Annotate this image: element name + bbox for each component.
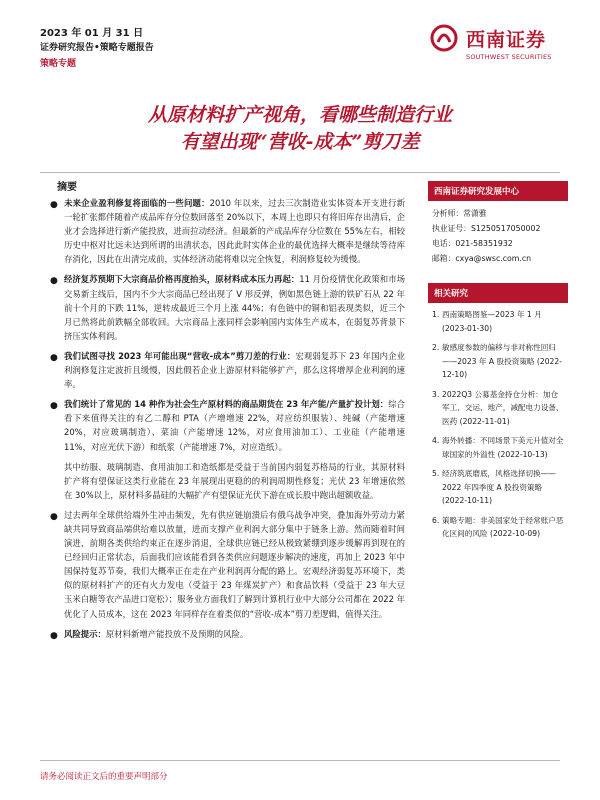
related-text: 2022Q3 公募基金持仓分析：加仓军工、交运、地产，减配电力设备、医药 (2022-11-01) [442,389,564,426]
related-num: 1. [432,310,440,319]
related-list [428,303,568,541]
related-item[interactable] [432,388,564,429]
bullet-text: 综合看下来值得关注的有乙二醇和 PTA（产增增速 22%，对应纺织服装）、纯碱（产能增速 20%，对应玻璃制造）、菜油（产能增速 12%，对应食用油加工）、工业硅（产能增速 11%，对应光伏下游）和纸浆（产能增速 7%，对应造纸）。 [64,399,406,452]
related-text: 西南策略图鉴—2023 年 1 月 (2023-01-30) [442,310,542,333]
bullet-text: 过去两年全球供给端外生冲击频发，先有供应链崩溃后有俄乌战争冲突，叠加海外劳动力紧缺共同导致商品端供给难以放量，进而支撑产业利润大部分集中于链条上游。然而随着时间演进，前期各类供给约束正在逐步消退，全球供应链已经从极致紧绷到逐步缓解再到现在的已经回归正常状态，后面我们应该能看到各类供应问题逐步解决的速度，再加上 2023 年中国保持复苏节奏，我们大概率正在走在产业利润再分配的路上。宏观经济弱复苏环境下，类似的原材料扩产的还有火力发电（受益于 23 年煤炭扩产）和食品饮料（受益于 23 年大豆玉米白糖等农产品进口宽松）；服务业方面我们了解到计算机行业中大部分公司都在 2022 年优化了人员成本，这在 2023 年同样存在着类似的“营收-成本”剪刀差逻辑，值得关注。 [64,509,405,619]
related-item[interactable] [432,514,564,541]
abstract-heading: 摘要 [57,182,77,193]
bullet-icon: ● [50,401,58,412]
continuation-paragraph: 其中纺服、玻璃制造、食用油加工和造纸都是受益于当前国内弱复苏格局的行业，其原材料扩产将有望保证这类行业能在 23 年展现出更稳的的利润周期性修复；光伏 23 年增速依然在 30%以上，原材料多晶硅的大幅扩产有望保证光伏下游在成长股中跑出超额收益。 [64,461,405,500]
risk-text: 原材料新增产能投放不及预期的风险。 [105,628,249,639]
disclaimer-note: 请务必阅读正文后的重要声明部分 [40,772,168,782]
bullet-icon: ● [50,511,58,522]
bullet-icon: ● [50,630,58,641]
risk-lead: 风险提示： [64,628,106,639]
related-text: 经济筑底磨底，风格选择切换——2022 年四季度 A 股投资策略 (2022-10-11) [442,469,556,505]
bullet-lead: 我们统计了常见的 14 种作为社会生产原材料的商品期货在 23 年产能/产量扩投计划： [64,399,389,410]
company-logo [430,22,580,74]
report-type: 策略专题 [40,59,77,69]
related-num: 5. [432,469,440,478]
report-date: 2023 年 01 月 31 日 [40,28,144,39]
team-heading: 西南证券研究发展中心 [428,181,568,201]
analyst-name: 分析师：常潇雅 [432,209,487,218]
risk-paragraph [50,627,405,641]
related-item[interactable] [432,308,564,335]
related-text: 敏感度参数的偏移与非对称性回归——2023 年 A 股投资策略 (2022-12-10) [442,343,562,379]
related-item[interactable] [432,341,564,382]
related-num: 3. [432,389,440,399]
abstract-body [50,196,405,647]
bullet-lead: 经济复苏预期下大宗商品价格再度抬头，原材料成本压力再起： [64,274,300,285]
bullet-icon: ● [50,352,58,363]
related-num: 6. [432,515,440,525]
report-series: 证券研究报告•策略专题报告 [40,43,154,53]
bullet-text: 宏观弱复苏下 23 年国内企业利润修复注定波折且缓慢，因此假若企业上游原材料能够扩产，那么这将增厚企业利润的速率。 [64,350,406,390]
logo-mark-icon [430,24,458,52]
related-num: 4. [432,436,440,445]
logo-name-en: SOUTHWEST SECURITIES [466,53,552,61]
divider-bottom [40,760,560,761]
bullet-icon: ● [50,200,58,210]
title-line-2: 有望出现“营收-成本”剪刀差 [180,131,420,153]
bullet-icon: ● [50,276,58,287]
logo-name-cn: 西南证券 [466,29,547,51]
divider-top [40,172,560,173]
related-item[interactable] [432,467,564,508]
analyst-license: 执业证号：S1250517050002 [432,224,541,233]
analyst-email[interactable]: 邮箱：cxya@swsc.com.cn [432,254,532,263]
related-num: 2. [432,343,440,352]
bullet-paragraph-2 [50,272,405,342]
analyst-info [428,201,568,271]
bullet-paragraph-1 [50,196,405,266]
related-text: 策略专题：非美国家处于经常账户恶化区间的风险 (2022-10-09) [442,515,564,538]
bullet-lead: 我们试图寻找 2023 年可能出现“营收-成本”剪刀差的行业： [64,350,296,361]
bullet-paragraph-4 [50,397,405,453]
bullet-lead: 未来企业盈利修复将面临的一些问题： [64,198,210,208]
bullet-text: 2010 年以来，过去三次制造业实体资本开支进行新一轮扩张都伴随着产成品库存分位数回落至 20%以下，本周上也即只有将旧库存出清后，企业才会选择进行新产能投放，进而拉动经济。但最新的产成品库存分位数在 55%左右，相较历史中枢对比远未达到所谓的出清状态，因此此时实体企业的最优选择大概率是继续等待库存消化，因此在出清完成前，实体经济动能将难以完全恢复，利润修复较为缓慢。 [64,198,405,265]
bullet-paragraph-3 [50,349,405,391]
related-text: 海外转播：不同场景下美元升值对全球国家的外溢性 (2022-10-13) [442,436,564,459]
title-line-1: 从原材料扩产视角，看哪些制造行业 [147,104,452,126]
related-item[interactable] [432,434,564,461]
analyst-phone: 电话：021-58351932 [432,239,513,248]
bullet-text: 11 月份疫情优化政策和市场交易新主线后，国内不少大宗商品已经出现了 V 形反弹，例如黑色链上游的铁矿石从 22 年前十个月的下跌 11%，逆转成最近三个月上涨 44%；有色链中的铜和铝表现类似，近三个月已然将此前跌幅全部收回。大宗商品上涨同样会影响国内实体生产成本，在弱复苏背景下挤压实体利润。 [64,274,405,341]
bullet-paragraph-5 [50,508,405,621]
related-heading: 相关研究 [428,283,568,303]
sidebar [428,181,568,547]
